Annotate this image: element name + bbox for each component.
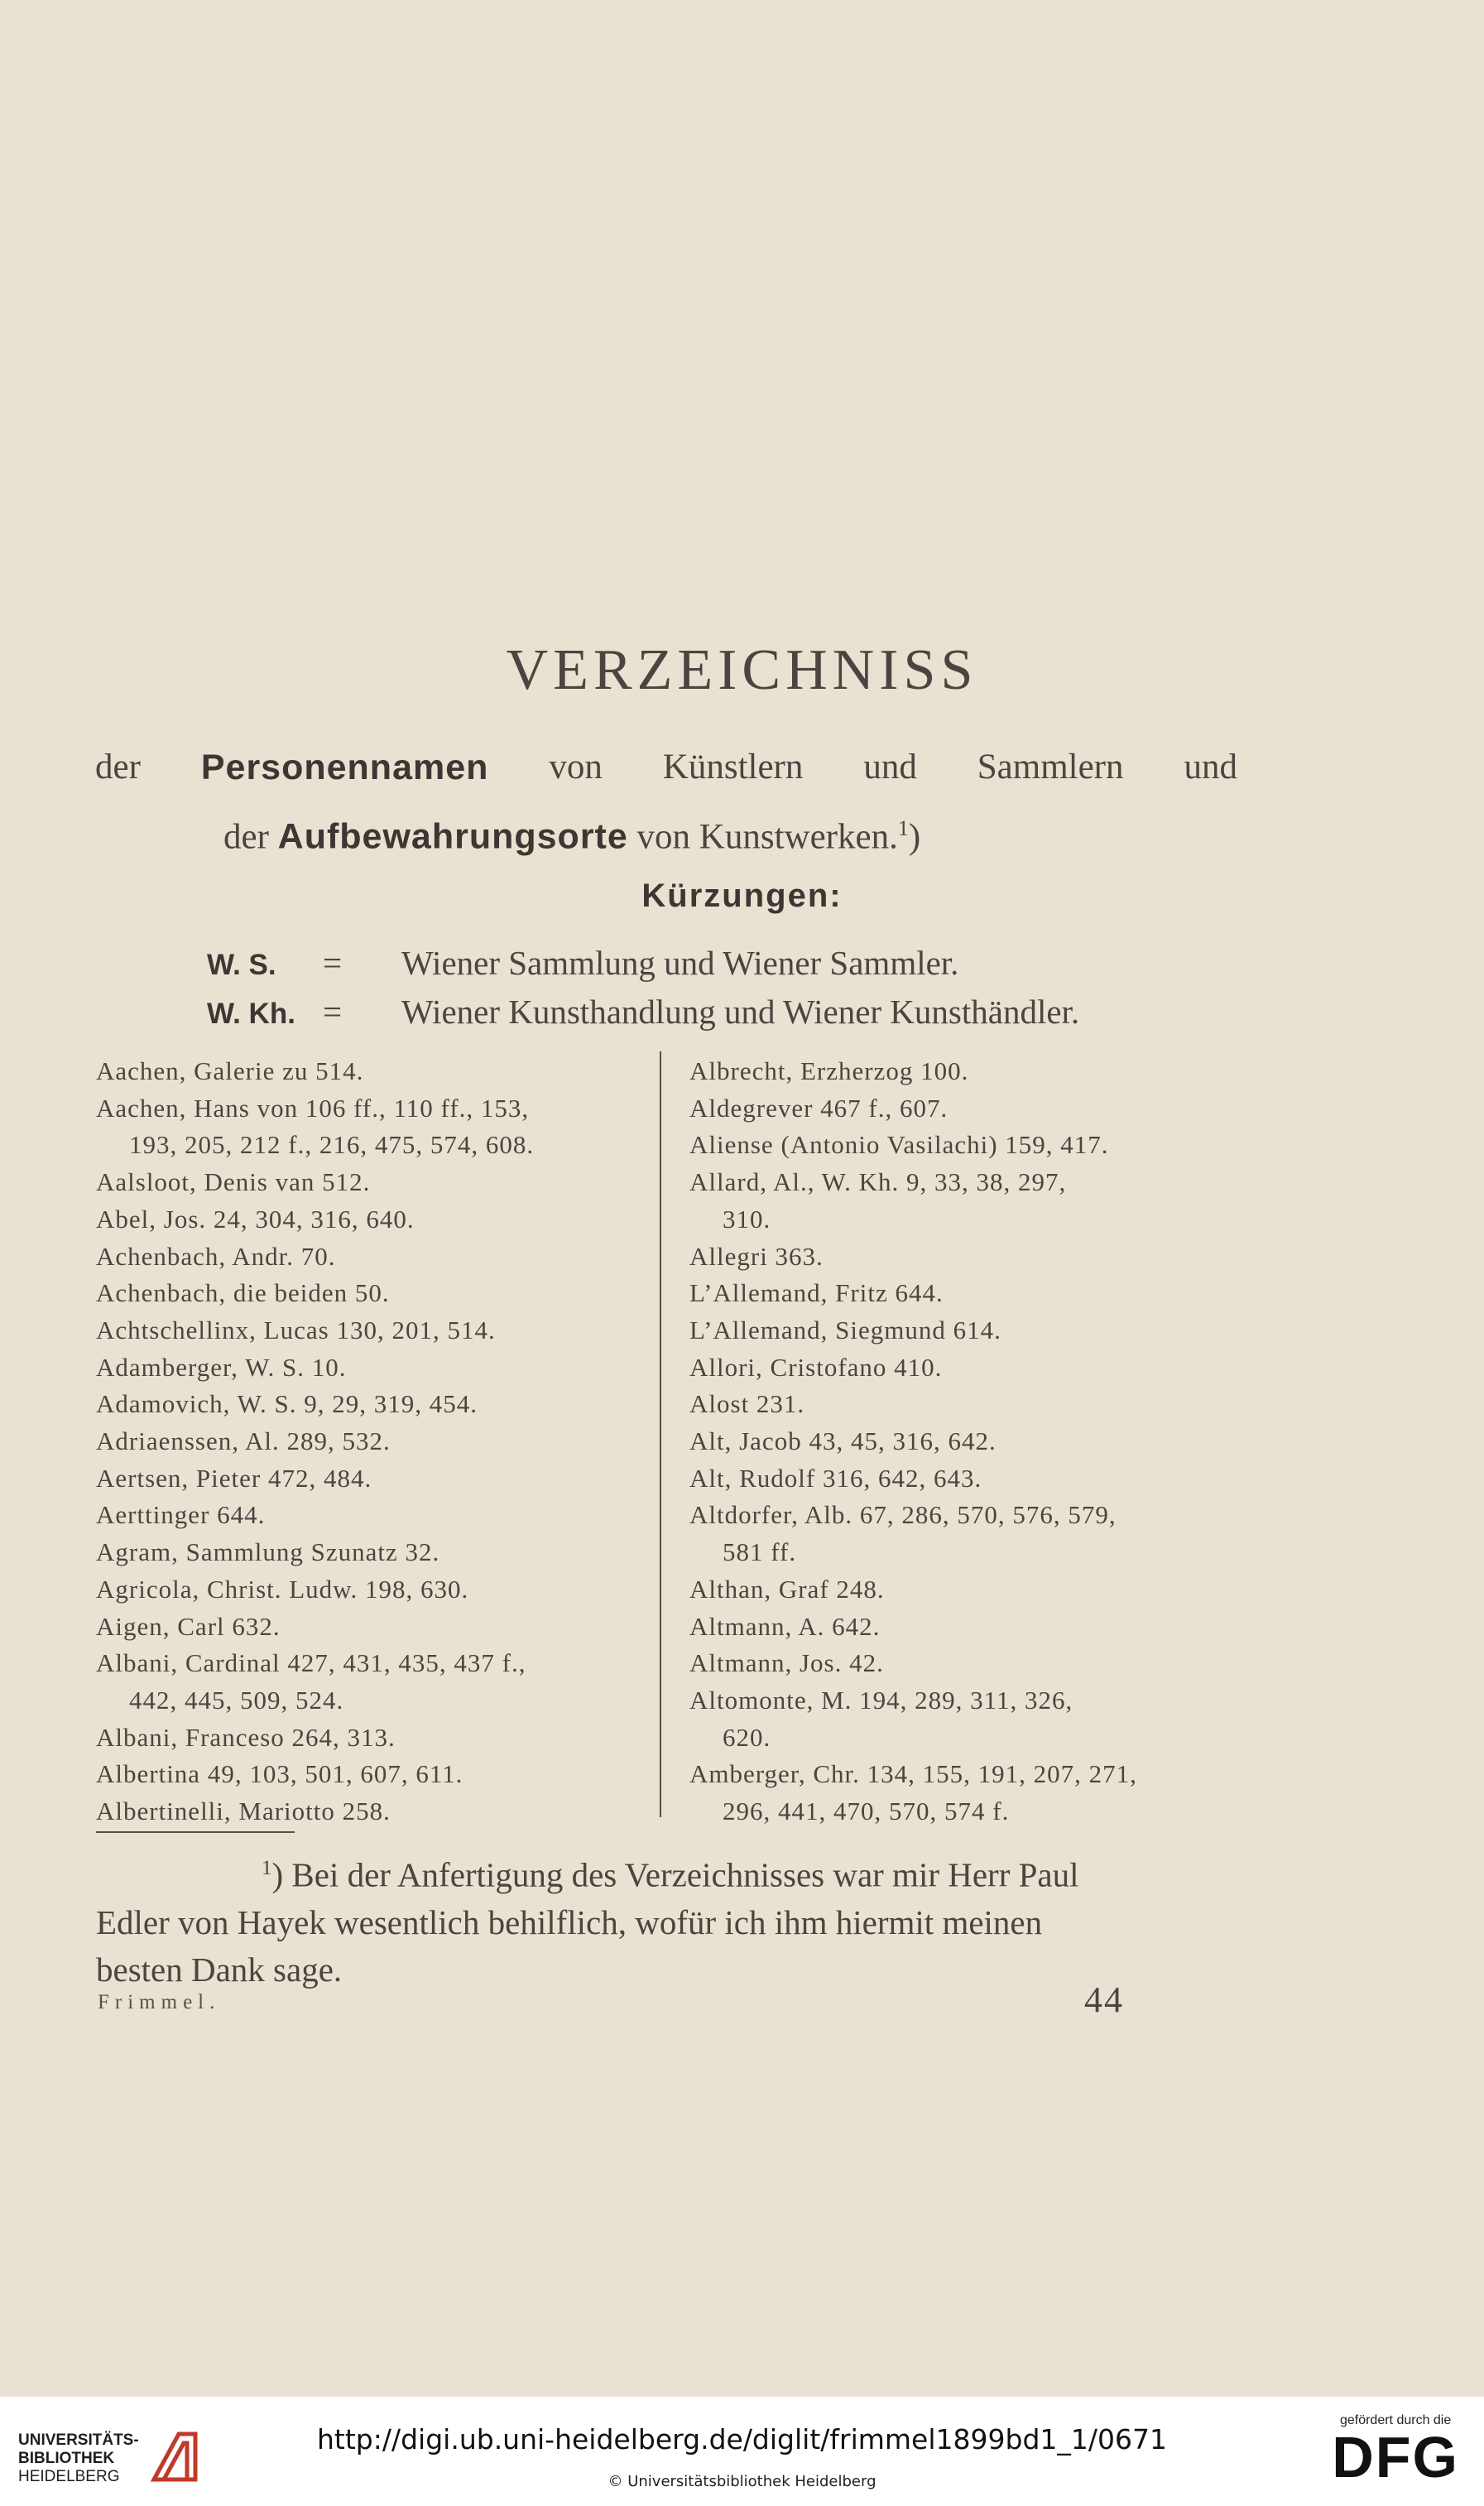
index-entry bbox=[689, 1386, 1244, 1423]
entry-text: L’Allemand, Fritz 644. bbox=[689, 1278, 944, 1308]
index-entry bbox=[96, 1090, 642, 1164]
entry-text: Albrecht, Erzherzog 100. bbox=[689, 1056, 969, 1085]
entry-text: Allori, Cristofano 410. bbox=[689, 1352, 943, 1382]
entry-text: Aldegrever 467 f., 607. bbox=[689, 1093, 949, 1123]
index-entry bbox=[96, 1312, 642, 1349]
signature-mark: Frimmel. bbox=[98, 1991, 221, 2013]
index-entry bbox=[689, 1053, 1244, 1090]
index-entry bbox=[689, 1349, 1244, 1387]
subtitle-emphasis-aufbewahrungsorte: Aufbewahrungsorte bbox=[277, 816, 628, 857]
entry-text: Adriaenssen, Al. 289, 532. bbox=[96, 1426, 391, 1456]
entry-text: Adamovich, W. S. 9, 29, 319, 454. bbox=[96, 1389, 478, 1419]
index-entry bbox=[689, 1460, 1244, 1498]
entry-text: Aachen, Hans von 106 ff., 110 ff., 153, bbox=[96, 1093, 530, 1123]
index-entry bbox=[96, 1720, 642, 1757]
entry-text: Albertinelli, Mariotto 258. bbox=[96, 1797, 391, 1826]
index-entry bbox=[689, 1090, 1244, 1128]
entry-text: Albertina 49, 103, 501, 607, 611. bbox=[96, 1759, 463, 1789]
entry-continuation: 193, 205, 212 f., 216, 475, 574, 608. bbox=[129, 1130, 535, 1160]
entry-continuation: 620. bbox=[723, 1722, 771, 1752]
index-entry bbox=[96, 1201, 642, 1239]
subtitle-word: der bbox=[95, 748, 141, 786]
index-entry bbox=[96, 1571, 642, 1609]
entry-text: Adamberger, W. S. 10. bbox=[96, 1352, 347, 1382]
entry-continuation: 581 ff. bbox=[723, 1537, 797, 1567]
column-divider bbox=[660, 1051, 661, 1817]
index-entry bbox=[96, 1164, 642, 1201]
funding-note: gefördert durch die bbox=[1339, 2413, 1452, 2427]
index-entry bbox=[689, 1571, 1244, 1609]
subtitle-word: der bbox=[223, 817, 269, 857]
index-column-right bbox=[689, 1053, 1244, 1830]
index-entry bbox=[689, 1645, 1244, 1682]
subtitle-word: von Kunstwerken. bbox=[636, 817, 898, 857]
page-number: 44 bbox=[1084, 1979, 1124, 2020]
index-entry bbox=[96, 1239, 642, 1276]
index-entry bbox=[96, 1756, 642, 1793]
abbreviation-key: W. Kh. bbox=[207, 998, 295, 1030]
index-entry bbox=[689, 1609, 1244, 1646]
equals-sign: = bbox=[323, 944, 343, 982]
subtitle-line-1 bbox=[95, 737, 1237, 798]
abbreviations-heading: Kürzungen: bbox=[641, 878, 843, 914]
index-entry bbox=[96, 1534, 642, 1571]
subtitle-word: und bbox=[1184, 748, 1237, 786]
subtitle-emphasis-personennamen: Personennamen bbox=[200, 748, 489, 787]
copyright-notice: © Universitätsbibliothek Heidelberg bbox=[608, 2473, 876, 2490]
entry-text: Agricola, Christ. Ludw. 198, 630. bbox=[96, 1574, 469, 1604]
index-entry bbox=[96, 1053, 642, 1090]
index-entry bbox=[689, 1275, 1244, 1312]
entry-text: Aalsloot, Denis van 512. bbox=[96, 1167, 371, 1197]
abbreviations-list bbox=[207, 940, 1079, 1037]
index-entry bbox=[96, 1349, 642, 1387]
index-entry bbox=[689, 1127, 1244, 1164]
library-name-line: BIBLIOTHEK bbox=[18, 2450, 115, 2467]
entry-text: Altomonte, M. 194, 289, 311, 326, bbox=[689, 1685, 1073, 1715]
entry-text: Aliense (Antonio Vasilachi) 159, 417. bbox=[689, 1130, 1109, 1160]
abbreviation-value: Wiener Kunsthandlung und Wiener Kunsthändler. bbox=[401, 993, 1080, 1031]
entry-text: Abel, Jos. 24, 304, 316, 640. bbox=[96, 1204, 415, 1234]
entry-text: Altmann, A. 642. bbox=[689, 1611, 881, 1641]
entry-continuation: 442, 445, 509, 524. bbox=[129, 1685, 344, 1715]
entry-text: Aerttinger 644. bbox=[96, 1500, 266, 1530]
abbreviation-key: W. S. bbox=[207, 949, 276, 981]
entry-text: Achenbach, Andr. 70. bbox=[96, 1241, 336, 1271]
library-name-line: HEIDELBERG bbox=[18, 2468, 120, 2485]
subtitle-word: ) bbox=[908, 817, 921, 857]
entry-text: Allard, Al., W. Kh. 9, 33, 38, 297, bbox=[689, 1167, 1067, 1197]
entry-text: Alt, Rudolf 316, 642, 643. bbox=[689, 1463, 982, 1493]
index-entry bbox=[96, 1386, 642, 1423]
abbreviation-row bbox=[207, 940, 1079, 988]
entry-text: L’Allemand, Siegmund 614. bbox=[689, 1315, 1001, 1344]
dfg-wordmark: DFG bbox=[1332, 2425, 1459, 2489]
footnote-marker: 1 bbox=[262, 1857, 272, 1879]
index-entry bbox=[96, 1460, 642, 1498]
equals-sign: = bbox=[323, 993, 343, 1031]
entry-text: Albani, Cardinal 427, 431, 435, 437 f., bbox=[96, 1648, 526, 1678]
footnote-line bbox=[96, 1845, 1235, 1899]
footer-bar bbox=[0, 2397, 1484, 2506]
entry-text: Alost 231. bbox=[689, 1389, 805, 1419]
index-entry bbox=[689, 1497, 1244, 1570]
subtitle-word: von bbox=[549, 748, 603, 786]
index-entry bbox=[689, 1164, 1244, 1238]
subtitle-word: Sammlern bbox=[977, 748, 1124, 786]
subtitle-word: und bbox=[863, 748, 917, 786]
footnote bbox=[96, 1845, 1235, 1994]
subtitle-word: Künstlern bbox=[662, 748, 804, 786]
entry-continuation: 310. bbox=[723, 1204, 771, 1234]
subtitle bbox=[95, 737, 1237, 868]
entry-text: Amberger, Chr. 134, 155, 191, 207, 271, bbox=[689, 1759, 1137, 1789]
entry-text: Achenbach, die beiden 50. bbox=[96, 1278, 390, 1308]
document-url-link[interactable]: http://digi.ub.uni-heidelberg.de/diglit/frimmel1899bd1_1/0671 bbox=[317, 2423, 1167, 2455]
index-entry bbox=[96, 1609, 642, 1646]
footnote-line: Edler von Hayek wesentlich behilflich, wofür ich ihm hiermit meinen bbox=[96, 1902, 1043, 1941]
page-title: VERZEICHNISS bbox=[506, 638, 978, 702]
entry-text: Albani, Franceso 264, 313. bbox=[96, 1722, 396, 1752]
index-entry bbox=[689, 1312, 1244, 1349]
index-column-left bbox=[96, 1053, 642, 1830]
library-name-line: UNIVERSITÄTS- bbox=[18, 2431, 139, 2449]
entry-text: Aigen, Carl 632. bbox=[96, 1611, 281, 1641]
entry-text: Althan, Graf 248. bbox=[689, 1574, 885, 1604]
footnote-rule bbox=[96, 1831, 295, 1833]
index-entry bbox=[96, 1423, 642, 1460]
index-entry bbox=[96, 1497, 642, 1534]
entry-text: Aertsen, Pieter 472, 484. bbox=[96, 1463, 372, 1493]
footnote-line: besten Dank sage. bbox=[96, 1950, 343, 1989]
index-entry bbox=[689, 1756, 1244, 1830]
entry-text: Agram, Sammlung Szunatz 32. bbox=[96, 1537, 440, 1567]
entry-text: Allegri 363. bbox=[689, 1241, 824, 1271]
index-entry bbox=[96, 1645, 642, 1719]
index-entry bbox=[96, 1793, 642, 1830]
dfg-logo[interactable] bbox=[1332, 2413, 1459, 2489]
index-entry bbox=[96, 1275, 642, 1312]
index-entry bbox=[689, 1239, 1244, 1276]
entry-text: Altmann, Jos. 42. bbox=[689, 1648, 884, 1678]
entry-text: Achtschellinx, Lucas 130, 201, 514. bbox=[96, 1315, 496, 1344]
index-entry bbox=[689, 1423, 1244, 1460]
index-entry bbox=[689, 1682, 1244, 1756]
abbreviation-value: Wiener Sammlung und Wiener Sammler. bbox=[401, 944, 959, 982]
subtitle-line-2 bbox=[95, 798, 1237, 868]
entry-text: Altdorfer, Alb. 67, 286, 570, 576, 579, bbox=[689, 1500, 1117, 1530]
footnote-reference: 1 bbox=[897, 816, 909, 840]
entry-text: Aachen, Galerie zu 514. bbox=[96, 1056, 364, 1085]
footnote-text: ) Bei der Anfertigung des Verzeichnisses war mir Herr Paul bbox=[271, 1855, 1079, 1894]
abbreviation-row bbox=[207, 988, 1079, 1037]
entry-continuation: 296, 441, 470, 570, 574 f. bbox=[723, 1797, 1010, 1826]
entry-text: Alt, Jacob 43, 45, 316, 642. bbox=[689, 1426, 997, 1456]
